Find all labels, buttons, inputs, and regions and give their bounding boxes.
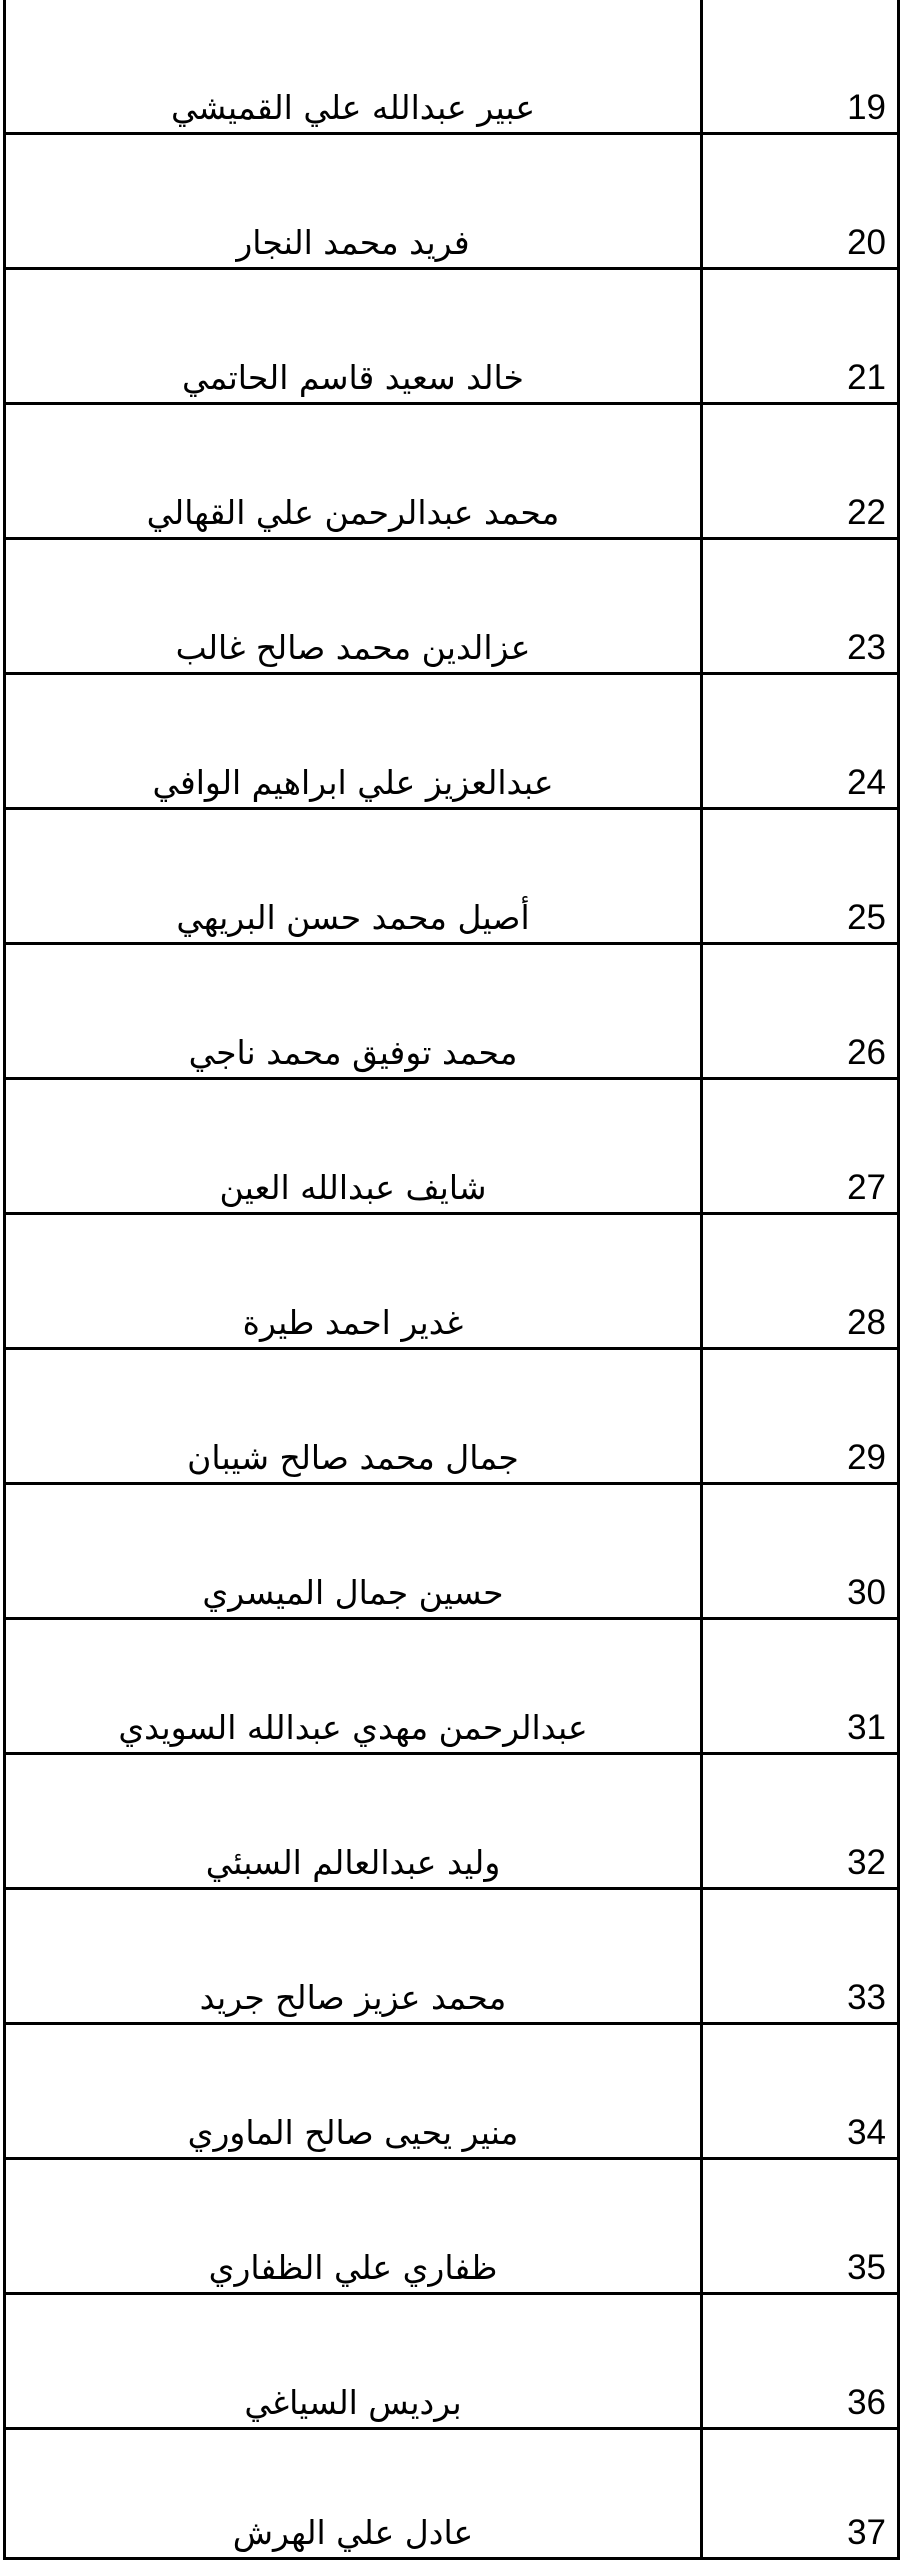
table-row xyxy=(3,1755,900,1890)
table-row xyxy=(3,1620,900,1755)
person-name: أصيل محمد حسن البريهي xyxy=(176,898,530,937)
table-row xyxy=(3,540,900,675)
table-row xyxy=(3,1485,900,1620)
table-row xyxy=(3,1080,900,1215)
person-name: محمد عبدالرحمن علي القهالي xyxy=(146,493,560,532)
row-number: 30 xyxy=(847,1573,886,1612)
table-row xyxy=(3,2025,900,2160)
table-border-right xyxy=(897,0,900,2560)
row-number: 34 xyxy=(847,2113,886,2152)
table-row xyxy=(3,675,900,810)
person-name: برديس السياغي xyxy=(244,2383,462,2422)
person-name: شايف عبدالله العين xyxy=(219,1168,487,1207)
person-name: عبدالعزيز علي ابراهيم الوافي xyxy=(152,763,554,802)
table-row xyxy=(3,2430,900,2560)
table-row xyxy=(3,1890,900,2025)
row-number: 33 xyxy=(847,1978,886,2017)
table-row xyxy=(3,135,900,270)
table-row xyxy=(3,810,900,945)
person-name: وليد عبدالعالم السبئي xyxy=(205,1843,501,1882)
row-number: 22 xyxy=(847,493,886,532)
row-number: 36 xyxy=(847,2383,886,2422)
table-row xyxy=(3,1350,900,1485)
person-name: خالد سعيد قاسم الحاتمي xyxy=(182,358,524,397)
table-row xyxy=(3,1215,900,1350)
person-name: غدير احمد طيرة xyxy=(242,1303,464,1342)
row-number: 19 xyxy=(847,88,886,127)
column-divider xyxy=(700,0,703,2560)
row-number: 28 xyxy=(847,1303,886,1342)
table-row xyxy=(3,2295,900,2430)
row-number: 35 xyxy=(847,2248,886,2287)
person-name: ظفاري علي الظفاري xyxy=(208,2248,498,2287)
person-name: عزالدين محمد صالح غالب xyxy=(175,628,531,667)
table-row xyxy=(3,405,900,540)
row-number: 31 xyxy=(847,1708,886,1747)
table-row xyxy=(3,0,900,135)
row-number: 23 xyxy=(847,628,886,667)
person-name: محمد توفيق محمد ناجي xyxy=(188,1033,518,1072)
row-number: 20 xyxy=(847,223,886,262)
person-name: عادل علي الهرش xyxy=(232,2513,474,2552)
row-number: 29 xyxy=(847,1438,886,1477)
table-row xyxy=(3,2160,900,2295)
table-row xyxy=(3,270,900,405)
row-number: 25 xyxy=(847,898,886,937)
row-number: 32 xyxy=(847,1843,886,1882)
row-number: 26 xyxy=(847,1033,886,1072)
person-name: منير يحيى صالح الماوري xyxy=(187,2113,519,2152)
person-name: جمال محمد صالح شيبان xyxy=(187,1438,519,1477)
row-number: 37 xyxy=(847,2513,886,2552)
row-number: 27 xyxy=(847,1168,886,1207)
row-number: 21 xyxy=(847,358,886,397)
person-name: محمد عزيز صالح جريد xyxy=(199,1978,507,2017)
table-row xyxy=(3,945,900,1080)
person-name: عبير عبدالله علي القميشي xyxy=(170,88,536,127)
table-border-left xyxy=(3,0,6,2560)
row-number: 24 xyxy=(847,763,886,802)
person-name: فريد محمد النجار xyxy=(236,223,470,262)
person-name: عبدالرحمن مهدي عبدالله السويدي xyxy=(118,1708,588,1747)
person-name: حسين جمال الميسري xyxy=(202,1573,504,1612)
